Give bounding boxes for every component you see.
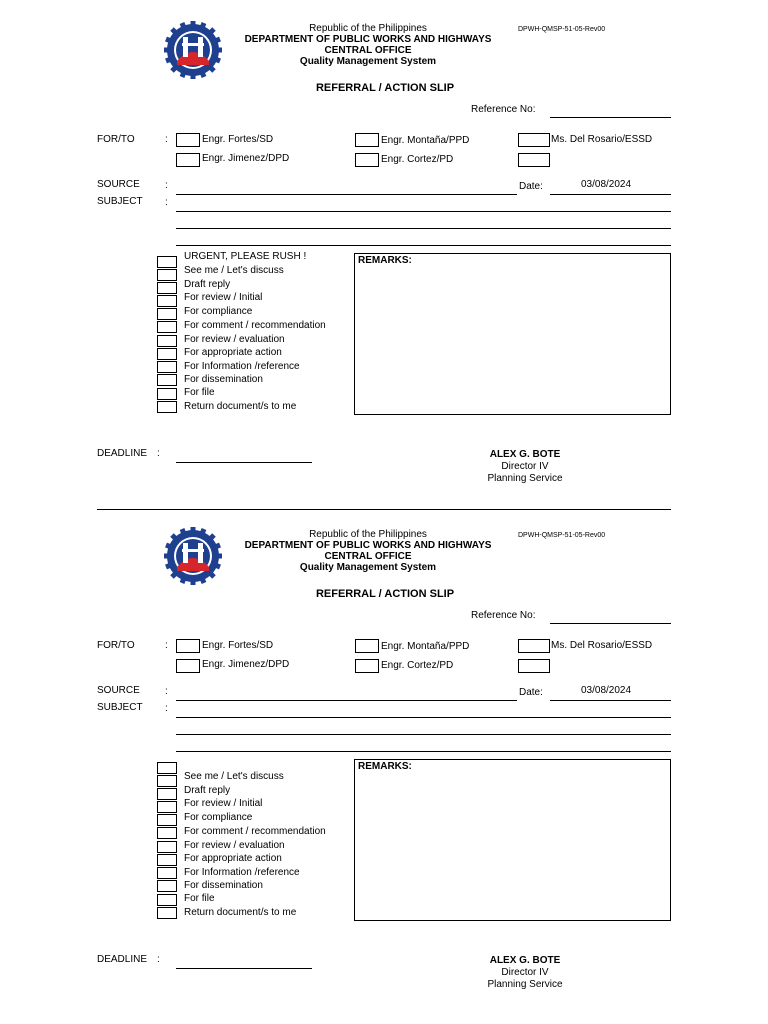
action-label: For file xyxy=(184,893,215,904)
recipient-montana: Engr. Montaña/PPD xyxy=(381,641,470,652)
slip-title: REFERRAL / ACTION SLIP xyxy=(315,82,455,94)
date-label: Date: xyxy=(519,181,543,192)
date-value: 03/08/2024 xyxy=(581,179,632,190)
recipient-checkbox-fortes[interactable] xyxy=(176,639,200,653)
subject-label: SUBJECT xyxy=(97,196,143,207)
date-input[interactable] xyxy=(550,194,671,195)
action-checkbox[interactable] xyxy=(157,788,177,800)
action-label: For appropriate action xyxy=(184,853,282,864)
deadline-colon: : xyxy=(157,448,160,459)
source-input[interactable] xyxy=(176,700,517,701)
action-checkbox[interactable] xyxy=(157,841,177,853)
signatory-name: ALEX G. BOTE xyxy=(489,449,561,460)
recipient-checkbox-blank[interactable] xyxy=(518,153,550,167)
source-label: SOURCE xyxy=(97,179,140,190)
action-label: For Information /reference xyxy=(184,867,300,878)
recipient-delrosario: Ms. Del Rosario/ESSD xyxy=(551,640,653,651)
reference-label: Reference No: xyxy=(471,104,536,115)
signatory-block xyxy=(455,449,595,485)
action-checkbox[interactable] xyxy=(157,295,177,307)
office-line: CENTRAL OFFICE xyxy=(324,551,412,562)
action-label: For dissemination xyxy=(184,880,263,891)
recipient-checkbox-delrosario[interactable] xyxy=(518,133,550,147)
recipient-fortes: Engr. Fortes/SD xyxy=(202,134,274,145)
department-line: DEPARTMENT OF PUBLIC WORKS AND HIGHWAYS xyxy=(244,34,492,45)
action-label: For Information /reference xyxy=(184,361,300,372)
deadline-input[interactable] xyxy=(176,968,312,969)
remarks-box[interactable] xyxy=(354,759,671,921)
signatory-office: Planning Service xyxy=(487,979,563,990)
recipient-jimenez: Engr. Jimenez/DPD xyxy=(202,153,290,164)
subject-colon: : xyxy=(165,703,168,714)
recipient-checkbox-cortez[interactable] xyxy=(355,659,379,673)
referral-slip-top xyxy=(0,0,768,500)
remarks-box[interactable] xyxy=(354,253,671,415)
action-label: See me / Let's discuss xyxy=(184,771,284,782)
referral-slip-bottom xyxy=(0,506,768,1006)
action-checkbox[interactable] xyxy=(157,867,177,879)
action-checkbox[interactable] xyxy=(157,827,177,839)
dpwh-logo xyxy=(164,21,222,79)
subject-line-1[interactable] xyxy=(176,211,671,212)
recipient-delrosario: Ms. Del Rosario/ESSD xyxy=(551,134,653,145)
recipient-montana: Engr. Montaña/PPD xyxy=(381,135,470,146)
action-checkbox[interactable] xyxy=(157,907,177,919)
action-checkbox[interactable] xyxy=(157,401,177,413)
action-label: For comment / recommendation xyxy=(184,826,326,837)
recipient-fortes: Engr. Fortes/SD xyxy=(202,640,274,651)
signatory-position: Director IV xyxy=(501,461,549,472)
action-checkbox[interactable] xyxy=(157,775,177,787)
slip-title: REFERRAL / ACTION SLIP xyxy=(315,588,455,600)
action-checkbox[interactable] xyxy=(157,348,177,360)
subject-line-3[interactable] xyxy=(176,245,671,246)
republic-line: Republic of the Philippines xyxy=(309,529,427,540)
deadline-label: DEADLINE xyxy=(97,954,148,965)
source-colon: : xyxy=(165,180,168,191)
action-label: For review / evaluation xyxy=(184,334,285,345)
department-line: DEPARTMENT OF PUBLIC WORKS AND HIGHWAYS xyxy=(244,540,492,551)
dpwh-logo xyxy=(164,527,222,585)
action-label: For file xyxy=(184,387,215,398)
action-checkbox[interactable] xyxy=(157,374,177,386)
recipient-checkbox-blank[interactable] xyxy=(518,659,550,673)
source-input[interactable] xyxy=(176,194,517,195)
action-checkbox[interactable] xyxy=(157,762,177,774)
action-checkbox[interactable] xyxy=(157,814,177,826)
action-label: For dissemination xyxy=(184,374,263,385)
action-label: Draft reply xyxy=(184,279,231,290)
form-code: DPWH-QMSP-51-05-Rev00 xyxy=(518,26,606,33)
recipient-checkbox-fortes[interactable] xyxy=(176,133,200,147)
for-to-label: FOR/TO xyxy=(97,134,135,145)
for-to-colon: : xyxy=(165,640,168,651)
action-label: For review / evaluation xyxy=(184,840,285,851)
source-colon: : xyxy=(165,686,168,697)
action-label: For review / Initial xyxy=(184,798,263,809)
signatory-block xyxy=(455,955,595,991)
recipient-checkbox-cortez[interactable] xyxy=(355,153,379,167)
action-label: For compliance xyxy=(184,812,253,823)
action-label: Return document/s to me xyxy=(184,907,297,918)
action-label: Draft reply xyxy=(184,785,231,796)
action-checkbox[interactable] xyxy=(157,388,177,400)
deadline-colon: : xyxy=(157,954,160,965)
subject-line-1[interactable] xyxy=(176,717,671,718)
recipient-jimenez: Engr. Jimenez/DPD xyxy=(202,659,290,670)
office-line: CENTRAL OFFICE xyxy=(324,45,412,56)
action-label: For compliance xyxy=(184,306,253,317)
action-label: URGENT, PLEASE RUSH ! xyxy=(184,251,307,262)
signatory-office: Planning Service xyxy=(487,473,563,484)
reference-input[interactable] xyxy=(550,623,671,624)
action-label: For review / Initial xyxy=(184,292,263,303)
action-label: For appropriate action xyxy=(184,347,282,358)
system-line: Quality Management System xyxy=(299,56,437,67)
subject-line-2[interactable] xyxy=(176,228,671,229)
recipient-checkbox-jimenez[interactable] xyxy=(176,659,200,673)
form-code: DPWH-QMSP-51-05-Rev00 xyxy=(518,532,606,539)
subject-colon: : xyxy=(165,197,168,208)
date-value: 03/08/2024 xyxy=(581,685,632,696)
recipient-cortez: Engr. Cortez/PD xyxy=(381,660,454,671)
action-label: For comment / recommendation xyxy=(184,320,326,331)
signatory-position: Director IV xyxy=(501,967,549,978)
subject-label: SUBJECT xyxy=(97,702,143,713)
action-checkbox[interactable] xyxy=(157,361,177,373)
action-checkbox[interactable] xyxy=(157,894,177,906)
signatory-name: ALEX G. BOTE xyxy=(489,955,561,966)
reference-input[interactable] xyxy=(550,117,671,118)
action-checkbox[interactable] xyxy=(157,269,177,281)
date-label: Date: xyxy=(519,687,543,698)
deadline-input[interactable] xyxy=(176,462,312,463)
subject-line-3[interactable] xyxy=(176,751,671,752)
reference-label: Reference No: xyxy=(471,610,536,621)
recipient-checkbox-montana[interactable] xyxy=(355,639,379,653)
action-checkbox[interactable] xyxy=(157,282,177,294)
remarks-label: REMARKS: xyxy=(358,255,412,266)
action-checkbox[interactable] xyxy=(157,854,177,866)
date-input[interactable] xyxy=(550,700,671,701)
remarks-label: REMARKS: xyxy=(358,761,412,772)
action-checkbox[interactable] xyxy=(157,335,177,347)
action-checkbox[interactable] xyxy=(157,308,177,320)
action-checkbox[interactable] xyxy=(157,801,177,813)
for-to-colon: : xyxy=(165,134,168,145)
action-label: See me / Let's discuss xyxy=(184,265,284,276)
action-label: Return document/s to me xyxy=(184,401,297,412)
recipient-checkbox-montana[interactable] xyxy=(355,133,379,147)
source-label: SOURCE xyxy=(97,685,140,696)
action-checkbox[interactable] xyxy=(157,321,177,333)
deadline-label: DEADLINE xyxy=(97,448,148,459)
recipient-checkbox-jimenez[interactable] xyxy=(176,153,200,167)
subject-line-2[interactable] xyxy=(176,734,671,735)
action-checkbox[interactable] xyxy=(157,256,177,268)
recipient-cortez: Engr. Cortez/PD xyxy=(381,154,454,165)
action-checkbox[interactable] xyxy=(157,880,177,892)
recipient-checkbox-delrosario[interactable] xyxy=(518,639,550,653)
system-line: Quality Management System xyxy=(299,562,437,573)
for-to-label: FOR/TO xyxy=(97,640,135,651)
republic-line: Republic of the Philippines xyxy=(309,23,427,34)
